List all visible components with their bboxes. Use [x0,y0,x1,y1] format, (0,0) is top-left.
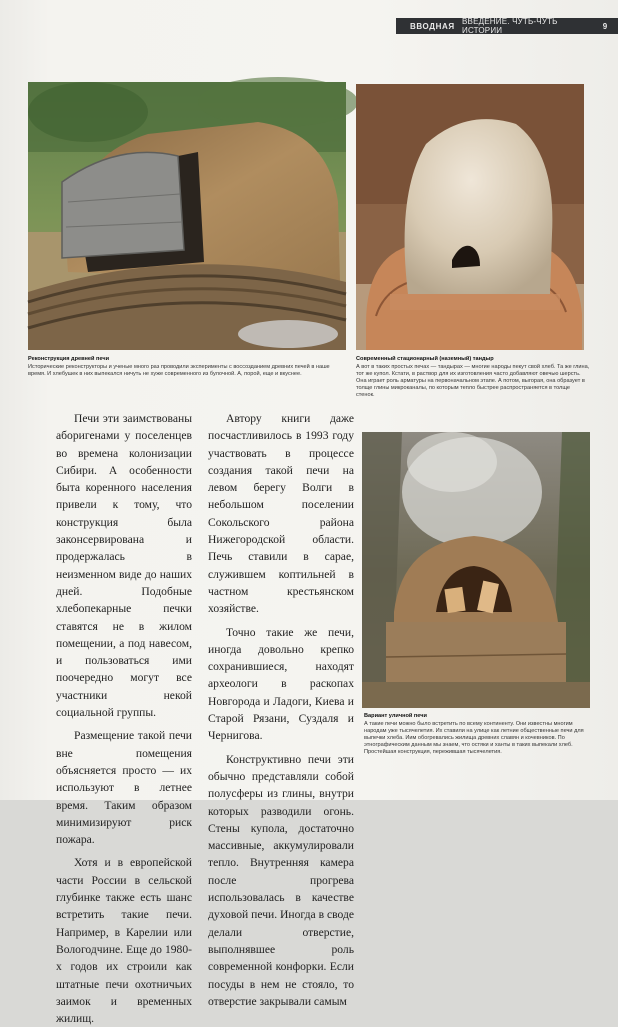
paragraph-4: Автору книги даже посчастливилось в 1993 году участвовать в процессе создания такой печи на левом берегу Волги в небольшом поселении Сокольского района Нижегородской области. Печь ставили в сарае, служившем коптильней в частном крестьянском хозяйстве. [208,412,354,616]
paragraph-1: Печи эти заимствованы аборигенами у поселенцев во времена колонизации Сибири. А особенности быта коренного населения привели к тому, что конструкция была законсервирована и продержалась в неизменном виде до наших дней. Подобные хлебопекарные печки ставятся не в жилом помещении, а под навесом, и пользоваться ими поочередно могут все участники некой социальной группы. [56,412,192,720]
running-header [396,18,618,34]
caption-tandoor [356,356,590,399]
photo-tandoor [356,84,584,350]
page-number: 9 [602,21,608,31]
caption-ancient-oven [28,356,348,378]
photo-street-oven [362,432,590,708]
caption-street-oven-title: Вариант уличной печи [364,713,427,719]
caption-ancient-oven-title: Реконструкция древней печи [28,356,110,362]
caption-ancient-oven-text: Исторические реконструкторы и ученые много раз проводили эксперименты с воссозданием древних печей в наше время. И хлебушек в них выпекался ничуть не хуже современного из булочной. А, порой, еще и вкуснее. [28,364,330,377]
paragraph-6: Конструктивно печи эти обычно представляли собой полусферы из глины, внутри которых разводили огонь. Стены купола, достаточно массивные, аккумулировали тепло. Внутренняя камера после прогрева использовалась в качестве духовой печи. Иногда в своде делали отверстие, выполнявшее роль современной конфорки. Если посуды в нем не стояло, то отверстие закрывали самым [208,752,354,1008]
photo-ancient-oven [28,82,346,350]
body-column-1 [56,410,192,1027]
header-chapter: ВВЕДЕНИЕ. ЧУТЬ-ЧУТЬ ИСТОРИИ [462,17,558,35]
paragraph-5: Точно такие же печи, иногда довольно крепко сохранившиеся, находят археологи в раскопах Новгорода и Ладоги, Киева и Старой Рязани, Суздаля и Чернигова. [208,625,354,743]
caption-street-oven-text: А такие печи можно было встретить по всему континенту. Они известны многим народам уже тысячелетия. Их ставили на улице как летние общественные печи для выпечки хлеба. Иим обогревались жилища древних славян и кочевников. По этнографическим данным мы знаем, что остяки и ханты в таких выпекали хлеб. Простейшая конструкция, пережившая тысячелетия. [364,721,584,755]
caption-street-oven [364,713,592,756]
body-column-2 [208,410,354,1010]
paragraph-2: Размещение такой печи вне помещения объясняется просто — их используют в летнее время. Таким образом минимизируют риск пожара. [56,729,192,847]
paragraph-3: Хотя и в европейской части России в сельской глубинке также есть шанс встретить такие печи. Например, в Карелии или Вологодчине. Еще до 1980-х годов их строили как штатные печи охотничьих заимок и временных жилищ. [56,856,192,1026]
caption-tandoor-title: Современный стационарный (наземный) тандыр [356,356,494,362]
header-section: ВВОДНАЯ [410,21,455,31]
caption-tandoor-text: А вот в таких простых печах — тандырах — многие народы пекут свой хлеб. Та же глина, тот же купол. Кстати, в раствор для их изготовления часто добавляют овечью шерсть. Она играет роль арматуры на первоначальном этапе. А потом, выгорая, она образует в толще глины микроканалы, по которым тепло быстрее распространяется в толще стенок. [356,364,590,398]
